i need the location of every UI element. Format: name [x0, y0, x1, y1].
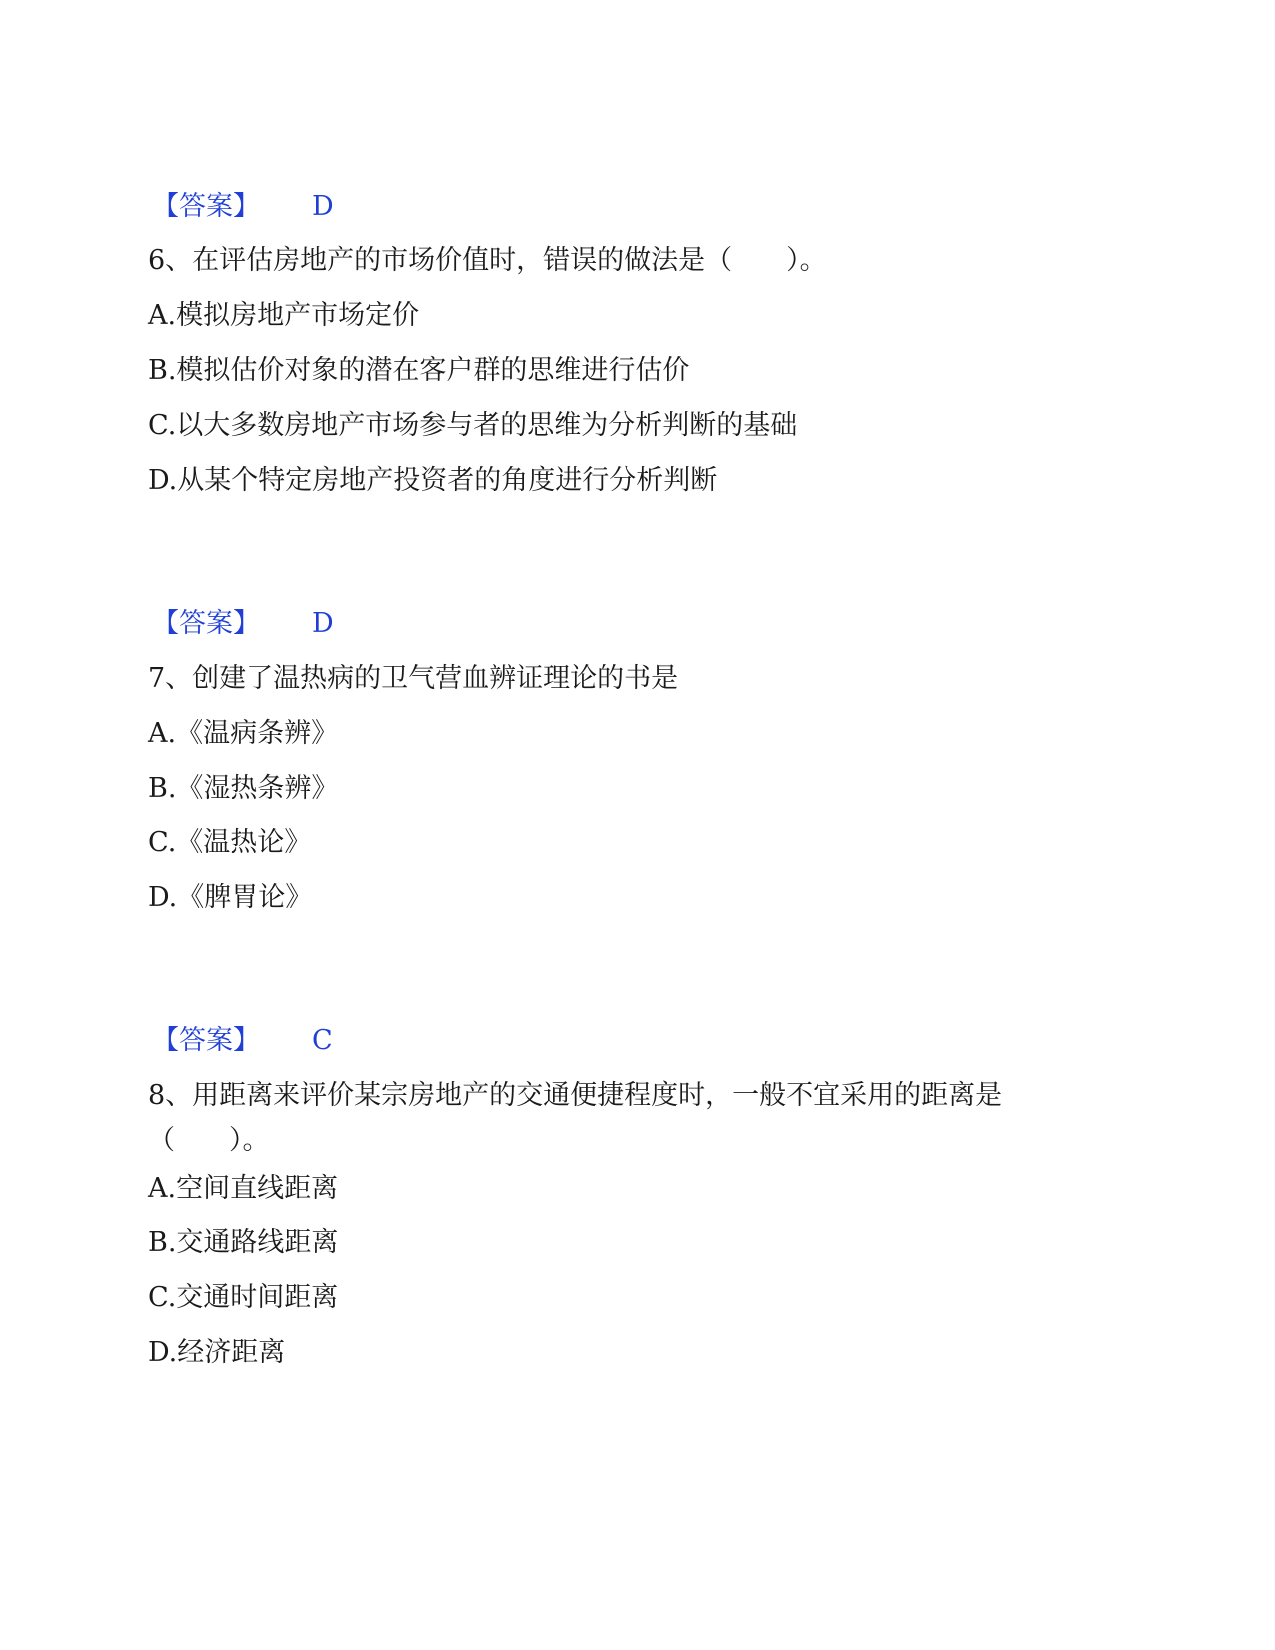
q6-option-d: D.从某个特定房地产投资者的角度进行分析判断 [148, 465, 718, 496]
answer-line-q5 [152, 190, 334, 224]
q8-option-c: C.交通时间距离 [148, 1282, 339, 1313]
q7-option-d: D.《脾胃论》 [148, 882, 313, 913]
answer-line-q6 [152, 607, 334, 641]
q7-option-c: C.《温热论》 [148, 827, 312, 858]
question-8-text: 8、用距离来评价某宗房地产的交通便捷程度时，一般不宜采用的距离是（ ）。 [148, 1080, 1003, 1156]
q6-option-c: C.以大多数房地产市场参与者的思维为分析判断的基础 [148, 410, 798, 441]
question-6-text: 6、在评估房地产的市场价值时，错误的做法是（ ）。 [148, 245, 827, 276]
q7-option-b: B.《湿热条辨》 [148, 773, 339, 804]
q6-option-a: A.模拟房地产市场定价 [148, 300, 420, 331]
answer-value: D [312, 608, 334, 639]
answer-value: D [312, 191, 334, 222]
q8-option-a: A.空间直线距离 [148, 1173, 339, 1204]
q6-option-b: B.模拟估价对象的潜在客户群的思维进行估价 [148, 355, 690, 386]
q8-option-b: B.交通路线距离 [148, 1227, 339, 1258]
answer-label: 【答案】 [152, 1025, 260, 1056]
answer-line-q7 [152, 1024, 333, 1058]
answer-label: 【答案】 [152, 191, 260, 222]
q8-option-d: D.经济距离 [148, 1337, 286, 1368]
q7-option-a: A.《温病条辨》 [148, 718, 339, 749]
answer-value: C [312, 1025, 333, 1056]
question-7-text: 7、创建了温热病的卫气营血辨证理论的书是 [148, 663, 679, 694]
answer-label: 【答案】 [152, 608, 260, 639]
